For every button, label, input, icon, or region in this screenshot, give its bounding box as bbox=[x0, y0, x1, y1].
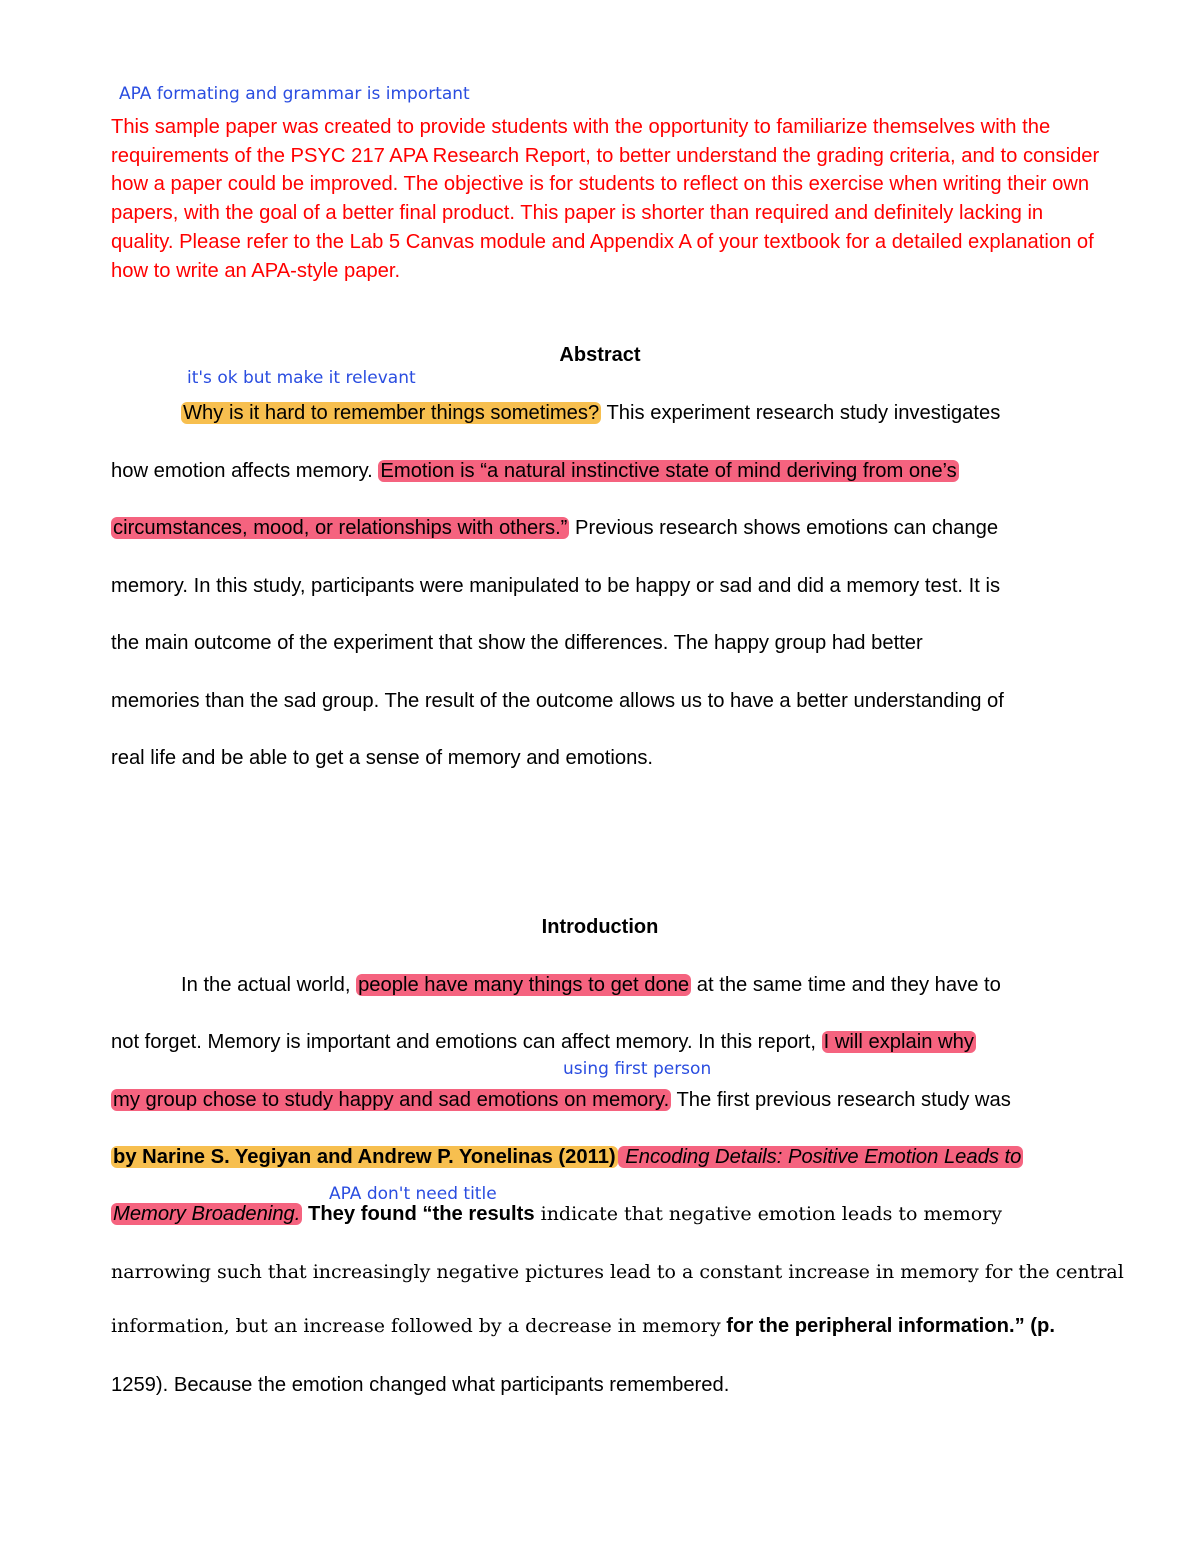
intro-line-3 bbox=[111, 1087, 1011, 1113]
instructions-paragraph: This sample paper was created to provide students with the opportunity to familiarize themselves with the requirements of the PSYC 217 APA Research Report, to better understand the grading criteria, and to consider how a paper could be improved. The objective is for students to reflect on this exercise when writing their own papers, with the goal of a better final product. This paper is shorter than required and definitely lacking in quality. Please refer to the Lab 5 Canvas module and Appendix A of your textbook for a detailed explanation of how to write an APA-style paper. bbox=[111, 116, 1100, 282]
abstract-line-3-text: Previous research shows emotions can change bbox=[569, 517, 999, 539]
annotation-first-person: using first person bbox=[563, 1059, 712, 1079]
quote-serif-1: indicate that negative emotion leads to memory bbox=[534, 1203, 1003, 1225]
intro-line-2 bbox=[111, 1029, 976, 1055]
intro-line-5 bbox=[111, 1201, 1002, 1227]
intro-line-7 bbox=[111, 1313, 1055, 1339]
intro-line-5-bold: They found “the results bbox=[302, 1203, 535, 1225]
abstract-line-5: the main outcome of the experiment that show the differences. The happy group had better bbox=[111, 632, 923, 654]
intro-line-1 bbox=[181, 972, 1001, 998]
article-title-text: Encoding Details: Positive Emotion Leads to bbox=[619, 1146, 1022, 1168]
abstract-line-4: memory. In this study, participants were manipulated to be happy or sad and did a memory test. It is bbox=[111, 575, 1001, 597]
abstract-line-3 bbox=[111, 515, 998, 541]
abstract-line-2 bbox=[111, 458, 959, 484]
intro-line-7-bold: for the peripheral information.” (p. bbox=[720, 1315, 1055, 1337]
highlight-first-person: I will explain why bbox=[823, 1031, 974, 1053]
intro-line-1-rest: at the same time and they have to bbox=[691, 974, 1001, 996]
abstract-line-2-text: how emotion affects memory. bbox=[111, 460, 379, 482]
intro-line-1-text: In the actual world, bbox=[181, 974, 357, 996]
quote-serif-2: narrowing such that increasingly negative pictures lead to a constant increase in memory for the central bbox=[111, 1261, 1124, 1283]
highlight-many-things: people have many things to get done bbox=[358, 974, 690, 996]
highlight-article-title bbox=[618, 1146, 1024, 1168]
quote-serif-3: information, but an increase followed by a decrease in memory bbox=[111, 1315, 721, 1337]
abstract-line-7: real life and be able to get a sense of memory and emotions. bbox=[111, 747, 654, 769]
abstract-line-1-text: This experiment research study investigates bbox=[601, 402, 1001, 424]
highlight-emotion-definition: Emotion is “a natural instinctive state of mind deriving from one’s bbox=[380, 460, 957, 482]
intro-line-3-text: The first previous research study was bbox=[671, 1089, 1011, 1111]
highlight-first-person-cont: my group chose to study happy and sad emotions on memory. bbox=[113, 1089, 670, 1111]
intro-line-2-text: not forget. Memory is important and emotions can affect memory. In this report, bbox=[111, 1031, 822, 1053]
abstract-heading: Abstract bbox=[559, 344, 641, 366]
introduction-heading: Introduction bbox=[541, 916, 659, 938]
highlight-authors: by Narine S. Yegiyan and Andrew P. Yonelinas (2011) bbox=[113, 1146, 616, 1168]
highlight-hook-question: Why is it hard to remember things sometimes? bbox=[183, 402, 600, 424]
article-title-text-cont: Memory Broadening. bbox=[113, 1203, 301, 1225]
abstract-line-1 bbox=[181, 400, 1000, 426]
annotation-no-title: APA don't need title bbox=[329, 1184, 497, 1204]
intro-line-4 bbox=[111, 1144, 1023, 1170]
highlight-article-title-cont bbox=[111, 1203, 302, 1225]
abstract-line-6: memories than the sad group. The result of the outcome allows us to have a better understanding of bbox=[111, 690, 1004, 712]
annotation-relevant: it's ok but make it relevant bbox=[187, 368, 416, 388]
intro-line-8: 1259). Because the emotion changed what participants remembered. bbox=[111, 1374, 730, 1396]
annotation-apa-formatting: APA formating and grammar is important bbox=[119, 84, 470, 104]
highlight-emotion-definition-cont: circumstances, mood, or relationships with others.” bbox=[113, 517, 568, 539]
